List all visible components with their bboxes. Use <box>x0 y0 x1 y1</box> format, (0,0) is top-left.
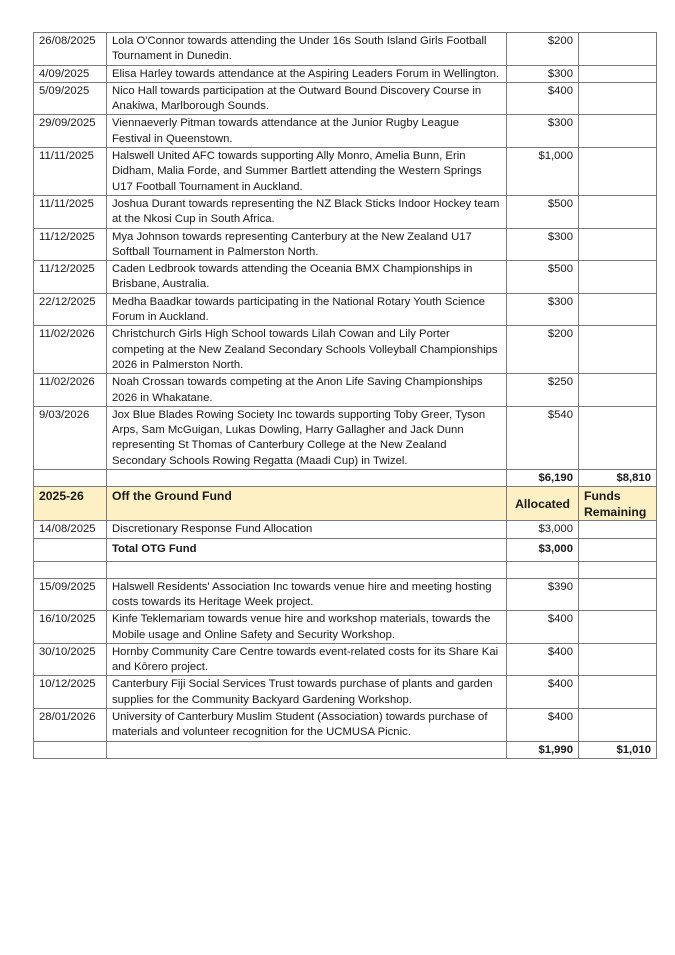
grant-description: Elisa Harley towards attendance at the Aspiring Leaders Forum in Wellington. <box>107 65 507 82</box>
grant-remaining <box>579 293 657 326</box>
grant-date: 22/12/2025 <box>34 293 107 326</box>
otg-total-remaining <box>579 538 657 561</box>
otg-subtotal-description <box>107 741 507 758</box>
otg-allocation-description: Discretionary Response Fund Allocation <box>107 521 507 538</box>
grant-date: 11/02/2026 <box>34 326 107 374</box>
grant-row <box>34 374 657 407</box>
grant-date: 11/02/2026 <box>34 374 107 407</box>
blank-remaining <box>579 561 657 578</box>
grant-date: 4/09/2025 <box>34 65 107 82</box>
grant-row <box>34 611 657 644</box>
grant-description: Kinfe Teklemariam towards venue hire and workshop materials, towards the Mobile usage and Online Safety and Security Workshop. <box>107 611 507 644</box>
grant-description: Lola O'Connor towards attending the Under 16s South Island Girls Football Tournament in Dunedin. <box>107 33 507 66</box>
grant-row <box>34 676 657 709</box>
grant-remaining <box>579 578 657 611</box>
grant-amount: $400 <box>507 82 579 115</box>
grant-amount: $300 <box>507 293 579 326</box>
grant-remaining <box>579 708 657 741</box>
grant-description: Halswell Residents' Association Inc towards venue hire and meeting hosting costs towards its Heritage Week project. <box>107 578 507 611</box>
grant-amount: $300 <box>507 65 579 82</box>
grant-remaining <box>579 326 657 374</box>
grant-amount: $1,000 <box>507 148 579 196</box>
otg-subtotal-row <box>34 741 657 758</box>
grant-row <box>34 65 657 82</box>
otg-header-row <box>34 487 657 521</box>
grant-description: Caden Ledbrook towards attending the Oceania BMX Championships in Brisbane, Australia. <box>107 261 507 294</box>
grant-remaining <box>579 228 657 261</box>
grant-amount: $390 <box>507 578 579 611</box>
grant-amount: $500 <box>507 195 579 228</box>
grant-row <box>34 261 657 294</box>
otg-subtotal-remaining: $1,010 <box>579 741 657 758</box>
blank-date <box>34 561 107 578</box>
grant-remaining <box>579 374 657 407</box>
grant-row <box>34 326 657 374</box>
grant-description: Joshua Durant towards representing the NZ Black Sticks Indoor Hockey team at the Nkosi Cup in South Africa. <box>107 195 507 228</box>
grant-remaining <box>579 643 657 676</box>
grant-description: Christchurch Girls High School towards Lilah Cowan and Lily Porter competing at the New Zealand Secondary Schools Volleyball Championships 2026 in Palmerston North. <box>107 326 507 374</box>
otg-subtotal-allocated: $1,990 <box>507 741 579 758</box>
grant-amount: $400 <box>507 708 579 741</box>
grant-date: 16/10/2025 <box>34 611 107 644</box>
grant-amount: $200 <box>507 33 579 66</box>
otg-total-amount: $3,000 <box>507 538 579 561</box>
grant-row <box>34 195 657 228</box>
grant-remaining <box>579 406 657 469</box>
blank-amount <box>507 561 579 578</box>
grants-table <box>33 32 657 759</box>
grant-date: 26/08/2025 <box>34 33 107 66</box>
grant-remaining <box>579 33 657 66</box>
grant-row <box>34 293 657 326</box>
subtotal-remaining: $8,810 <box>579 470 657 487</box>
grant-description: Nico Hall towards participation at the Outward Bound Discovery Course in Anakiwa, Marlborough Sounds. <box>107 82 507 115</box>
grant-date: 5/09/2025 <box>34 82 107 115</box>
grant-amount: $400 <box>507 676 579 709</box>
grant-row <box>34 82 657 115</box>
grant-date: 30/10/2025 <box>34 643 107 676</box>
grant-description: University of Canterbury Muslim Student (Association) towards purchase of materials and volunteer recognition for the UCMUSA Picnic. <box>107 708 507 741</box>
grant-amount: $200 <box>507 326 579 374</box>
grant-row <box>34 708 657 741</box>
grant-date: 11/12/2025 <box>34 228 107 261</box>
otg-remaining-header: Funds Remaining <box>579 487 657 521</box>
grant-row <box>34 115 657 148</box>
grant-amount: $540 <box>507 406 579 469</box>
grant-date: 28/01/2026 <box>34 708 107 741</box>
grant-description: Jox Blue Blades Rowing Society Inc towards supporting Toby Greer, Tyson Arps, Sam McGuigan, Lukas Dowling, Harry Gallagher and Jack Dunn representing St Thomas of Canterbury College at the New Zealand Secondary Schools Rowing Regatta (Maadi Cup) in Twizel. <box>107 406 507 469</box>
grant-description: Noah Crossan towards competing at the Anon Life Saving Championships 2026 in Whakatane. <box>107 374 507 407</box>
grant-remaining <box>579 261 657 294</box>
grant-amount: $400 <box>507 611 579 644</box>
grant-date: 11/11/2025 <box>34 195 107 228</box>
otg-allocation-row <box>34 521 657 538</box>
grant-remaining <box>579 82 657 115</box>
grant-remaining <box>579 148 657 196</box>
grant-row <box>34 33 657 66</box>
otg-year: 2025-26 <box>34 487 107 521</box>
grant-amount: $250 <box>507 374 579 407</box>
otg-total-label: Total OTG Fund <box>107 538 507 561</box>
grant-date: 11/12/2025 <box>34 261 107 294</box>
otg-title: Off the Ground Fund <box>107 487 507 521</box>
grant-amount: $300 <box>507 115 579 148</box>
subtotal-allocated: $6,190 <box>507 470 579 487</box>
grant-row <box>34 228 657 261</box>
grant-row <box>34 643 657 676</box>
otg-allocation-remaining <box>579 521 657 538</box>
grant-description: Halswell United AFC towards supporting Ally Monro, Amelia Bunn, Erin Didham, Malia Forde, and Summer Bartlett attending the Western Springs U17 Football Tournament in Auckland. <box>107 148 507 196</box>
otg-subtotal-date <box>34 741 107 758</box>
grant-date: 10/12/2025 <box>34 676 107 709</box>
grant-amount: $500 <box>507 261 579 294</box>
otg-allocated-header: Allocated <box>507 487 579 521</box>
grants-table-body <box>34 33 657 759</box>
grant-description: Viennaeverly Pitman towards attendance at the Junior Rugby League Festival in Queenstown. <box>107 115 507 148</box>
grant-date: 15/09/2025 <box>34 578 107 611</box>
grant-remaining <box>579 676 657 709</box>
otg-total-row <box>34 538 657 561</box>
grant-description: Hornby Community Care Centre towards event-related costs for its Share Kai and Kōrero project. <box>107 643 507 676</box>
blank-row <box>34 561 657 578</box>
grant-amount: $400 <box>507 643 579 676</box>
otg-allocation-amount: $3,000 <box>507 521 579 538</box>
grant-description: Canterbury Fiji Social Services Trust towards purchase of plants and garden supplies for the Community Backyard Gardening Workshop. <box>107 676 507 709</box>
grant-description: Mya Johnson towards representing Canterbury at the New Zealand U17 Softball Tournament in Palmerston North. <box>107 228 507 261</box>
blank-description <box>107 561 507 578</box>
otg-allocation-date: 14/08/2025 <box>34 521 107 538</box>
grant-remaining <box>579 65 657 82</box>
subtotal-description <box>107 470 507 487</box>
otg-total-date <box>34 538 107 561</box>
subtotal-date <box>34 470 107 487</box>
grant-description: Medha Baadkar towards participating in the National Rotary Youth Science Forum in Auckland. <box>107 293 507 326</box>
grant-remaining <box>579 115 657 148</box>
grant-date: 29/09/2025 <box>34 115 107 148</box>
subtotal-row <box>34 470 657 487</box>
grant-row <box>34 148 657 196</box>
grant-date: 9/03/2026 <box>34 406 107 469</box>
grant-row <box>34 578 657 611</box>
grant-remaining <box>579 195 657 228</box>
grant-row <box>34 406 657 469</box>
grant-amount: $300 <box>507 228 579 261</box>
grant-date: 11/11/2025 <box>34 148 107 196</box>
grant-remaining <box>579 611 657 644</box>
